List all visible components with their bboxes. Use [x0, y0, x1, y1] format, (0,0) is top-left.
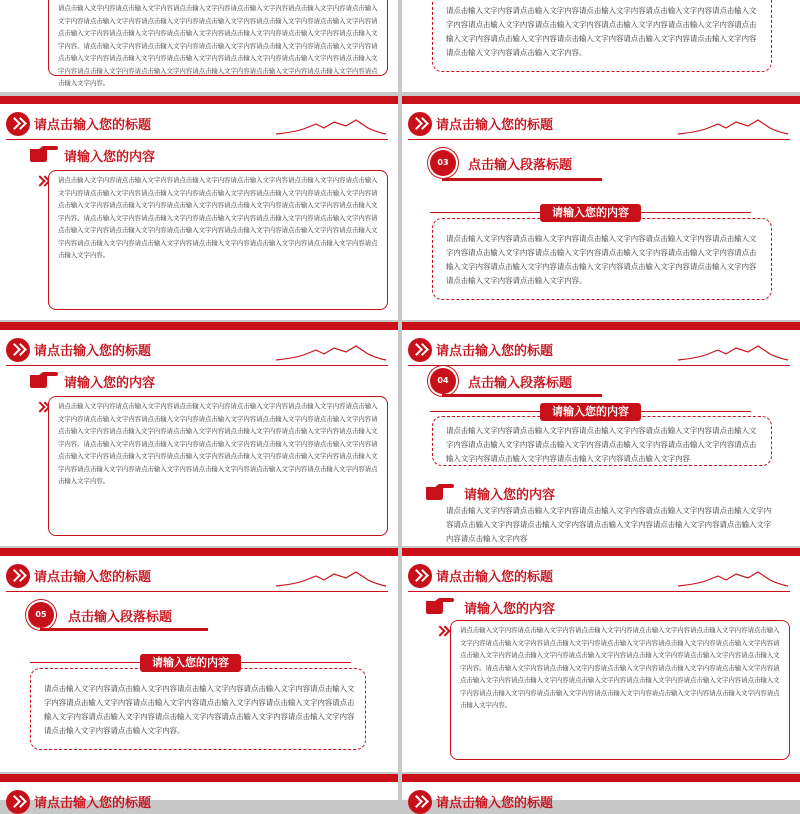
content-label: 请输入您的内容 — [140, 654, 241, 672]
body-text: 请点击输入文字内容请点击输入文字内容请点击输入文字内容请点击输入文字内容请点击输入文字内容请点击输入文字内容请点击输入文字内容请点击输入文字内容请点击输入文字内容请点击输入文字内容请点击输入文字内容请点击输入文字内容请点击输入文字内容请点击输入文字内容请点击输入文字内容请点击输入文字内容。 — [44, 684, 355, 735]
body-text: 请点击输入文字内容请点击输入文字内容请点击输入文字内容请点击输入文字内容请点击输入文字内容请点击输入文字内容请点击输入文字内容请点击输入文字内容请点击输入文字内容请点击输入文字内容请点击输入文字内容请点击输入文字内容请点击输入文字内容请点击输入文字内容请点击输入文字内容请点击输入文字内容请点击输入文字内容。请点击输入文字内容请点击输入文字内容请点击输入文字内容请点击输入文字内容请点击输入文字内容请点击输入文字内容请点击输入文字内容请点击输入文字内容请点击输入文字内容请点击输入文字内容请点击输入文字内容请点击输入文字内容请点击输入文字内容请点击输入文字内容请点击输入文字内容请点击输入文字内容请点击输入文字内容。 — [460, 626, 780, 709]
title-underline — [6, 591, 388, 592]
section-underline — [442, 394, 602, 397]
double-chevron-circle-icon — [408, 790, 432, 814]
slide-title: 请点击输入您的标题 — [34, 796, 152, 811]
double-chevron-circle-icon — [6, 112, 30, 136]
top-bar — [402, 774, 800, 782]
body-text: 请点击输入文字内容请点击输入文字内容请点击输入文字内容请点击输入文字内容请点击输入文字内容请点击输入文字内容请点击输入文字内容请点击输入文字内容请点击输入文字内容请点击输入文字内容请点击输入文字内容请点击输入文字内容请点击输入文字内容请点击输入文字内容请点击输入文字内容请点击输入文字内容请点击输入文字内容。请点击输入文字内容请点击输入文字内容请点击输入文字内容请点击输入文字内容请点击输入文字内容请点击输入文字内容请点击输入文字内容请点击输入文字内容请点击输入文字内容请点击输入文字内容请点击输入文字内容请点击输入文字内容请点击输入文字内容请点击输入文字内容请点击输入文字内容请点击输入文字内容请点击输入文字内容。 — [58, 402, 378, 485]
slide-1-left — [0, 96, 398, 320]
body-text: 请点击输入文字内容请点击输入文字内容请点击输入文字内容请点击输入文字内容请点击输入文字内容请点击输入文字内容请点击输入文字内容请点击输入文字内容请点击输入文字内容请点击输入文字内容请点击输入文字内容 — [446, 506, 772, 543]
slide-title: 请点击输入您的标题 — [34, 344, 152, 359]
section-underline — [40, 628, 208, 631]
section-title: 点击输入段落标题 — [68, 610, 173, 625]
body-text: 请点击输入文字内容请点击输入文字内容请点击输入文字内容请点击输入文字内容请点击输入文字内容请点击输入文字内容请点击输入文字内容请点击输入文字内容请点击输入文字内容请点击输入文字内容请点击输入文字内容请点击输入文字内容请点击输入文字内容请点击输入文字内容请点击输入文字内容请点击输入文字内容请点击输入文字内容。请点击输入文字内容请点击输入文字内容请点击输入文字内容请点击输入文字内容请点击输入文字内容请点击输入文字内容请点击输入文字内容请点击输入文字内容请点击输入文字内容请点击输入文字内容请点击输入文字内容请点击输入文字内容请点击输入文字内容请点击输入文字内容请点击输入文字内容请点击输入文字内容请点击输入文字内容。 — [58, 176, 378, 259]
slide-title: 请点击输入您的标题 — [436, 796, 554, 811]
subtitle: 请输入您的内容 — [64, 376, 156, 391]
slide-title: 请点击输入您的标题 — [34, 118, 152, 133]
body-text: 请点击输入文字内容请点击输入文字内容请点击输入文字内容请点击输入文字内容请点击输入文字内容请点击输入文字内容请点击输入文字内容请点击输入文字内容请点击输入文字内容请点击输入文字内容请点击输入文字内容请点击输入文字内容请点击输入文字内容 — [446, 426, 757, 463]
section-number-badge: 03 — [430, 150, 456, 176]
title-underline — [6, 139, 388, 140]
top-bar — [0, 548, 398, 556]
content-label: 请输入您的内容 — [540, 204, 641, 222]
title-underline — [408, 365, 790, 366]
slide-title: 请点击输入您的标题 — [436, 118, 554, 133]
pointing-hand-icon — [426, 484, 454, 500]
body-text: 请点击输入文字内容请点击输入文字内容请点击输入文字内容请点击输入文字内容请点击输入文字内容请点击输入文字内容请点击输入文字内容请点击输入文字内容请点击输入文字内容请点击输入文字内容请点击输入文字内容请点击输入文字内容请点击输入文字内容请点击输入文字内容请点击输入文字内容请点击输入文字内容。 — [446, 6, 757, 57]
great-wall-ornament-icon — [678, 344, 788, 364]
great-wall-ornament-icon — [678, 118, 788, 138]
great-wall-ornament-icon — [276, 344, 386, 364]
top-bar — [0, 96, 398, 104]
title-underline — [408, 591, 790, 592]
section-number-badge: 04 — [430, 368, 456, 394]
body-text: 请点击输入文字内容请点击输入文字内容请点击输入文字内容请点击输入文字内容请点击输入文字内容请点击输入文字内容请点击输入文字内容请点击输入文字内容请点击输入文字内容请点击输入文字内容请点击输入文字内容请点击输入文字内容请点击输入文字内容请点击输入文字内容请点击输入文字内容请点击输入文字内容。 — [446, 234, 757, 285]
section-number-badge: 05 — [28, 602, 54, 628]
double-chevron-circle-icon — [408, 564, 432, 588]
slide-3-right — [402, 548, 800, 772]
double-chevron-circle-icon — [408, 338, 432, 362]
title-underline — [6, 365, 388, 366]
slide-title: 请点击输入您的标题 — [436, 570, 554, 585]
double-chevron-circle-icon — [6, 338, 30, 362]
title-underline — [408, 139, 790, 140]
great-wall-ornament-icon — [678, 570, 788, 590]
slide-2-left — [0, 322, 398, 546]
pointing-hand-icon — [426, 598, 454, 614]
section-title: 点击输入段落标题 — [468, 376, 573, 391]
slide-title: 请点击输入您的标题 — [436, 344, 554, 359]
slide-top-left — [0, 0, 398, 92]
slide-bottom-right — [402, 774, 800, 811]
slide-bottom-left — [0, 774, 398, 811]
double-chevron-circle-icon — [408, 112, 432, 136]
top-bar — [0, 774, 398, 782]
subtitle: 请输入您的内容 — [64, 150, 156, 165]
double-chevron-circle-icon — [6, 564, 30, 588]
body-text: 请点击输入文字内容请点击输入文字内容请点击输入文字内容请点击输入文字内容请点击输入文字内容请点击输入文字内容请点击输入文字内容请点击输入文字内容请点击输入文字内容请点击输入文字内容请点击输入文字内容请点击输入文字内容请点击输入文字内容请点击输入文字内容请点击输入文字内容请点击输入文字内容请点击输入文字内容。请点击输入文字内容请点击输入文字内容请点击输入文字内容请点击输入文字内容请点击输入文字内容请点击输入文字内容请点击输入文字内容请点击输入文字内容请点击输入文字内容请点击输入文字内容请点击输入文字内容请点击输入文字内容请点击输入文字内容请点击输入文字内容请点击输入文字内容请点击输入文字内容请点击输入文字内容。 — [58, 4, 378, 87]
slide-2-right — [402, 322, 800, 546]
pointing-hand-icon — [30, 146, 58, 162]
top-bar — [402, 322, 800, 330]
chevron-marker-icon — [436, 626, 450, 636]
top-bar — [402, 96, 800, 104]
top-bar — [0, 322, 398, 330]
slide-1-right — [402, 96, 800, 320]
double-chevron-circle-icon — [6, 790, 30, 814]
top-bar — [402, 548, 800, 556]
slide-top-right — [402, 0, 800, 92]
slide-3-left — [0, 548, 398, 772]
content-label: 请输入您的内容 — [540, 403, 641, 421]
section-title: 点击输入段落标题 — [468, 158, 573, 173]
great-wall-ornament-icon — [276, 570, 386, 590]
slide-title: 请点击输入您的标题 — [34, 570, 152, 585]
great-wall-ornament-icon — [276, 118, 386, 138]
section-underline — [442, 178, 602, 181]
pointing-hand-icon — [30, 372, 58, 388]
subtitle: 请输入您的内容 — [464, 602, 556, 617]
subtitle: 请输入您的内容 — [464, 488, 556, 503]
